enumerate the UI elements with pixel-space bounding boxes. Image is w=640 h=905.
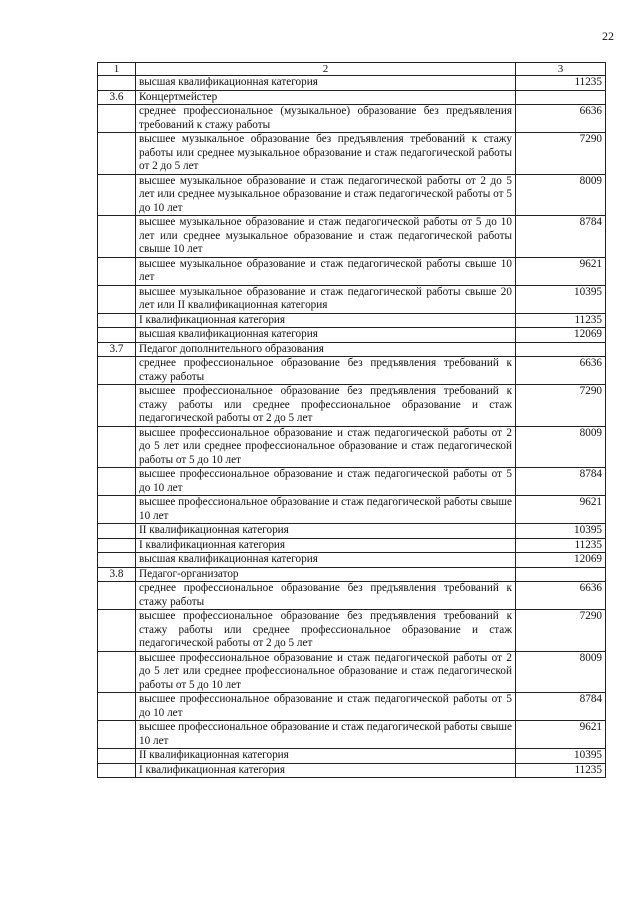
row-value-cell: 7290 xyxy=(516,133,606,175)
row-description-cell: высшее профессиональное образование и стаж педагогической работы свыше 10 лет xyxy=(136,496,516,524)
row-number-cell xyxy=(98,313,136,328)
row-value-cell: 7290 xyxy=(516,385,606,427)
salary-table xyxy=(97,62,606,778)
row-number-cell: 3.6 xyxy=(98,90,136,105)
table-row xyxy=(98,285,606,313)
row-description-cell: высшее музыкальное образование и стаж педагогической работы от 5 до 10 лет или среднее музыкальное образование и стаж педагогической работы свыше 10 лет xyxy=(136,216,516,258)
row-number-cell xyxy=(98,693,136,721)
table-row xyxy=(98,553,606,568)
row-value-cell: 6636 xyxy=(516,357,606,385)
row-number-cell xyxy=(98,105,136,133)
table-row xyxy=(98,763,606,778)
row-description-cell: I квалификационная категория xyxy=(136,763,516,778)
table-row xyxy=(98,749,606,764)
table-row xyxy=(98,582,606,610)
row-description-cell: высшее музыкальное образование и стаж педагогической работы от 2 до 5 лет или среднее музыкальное образование и стаж педагогической работы от 5 до 10 лет xyxy=(136,174,516,216)
row-value-cell: 10395 xyxy=(516,285,606,313)
row-value-cell: 12069 xyxy=(516,553,606,568)
row-number-cell xyxy=(98,328,136,343)
table-section-row xyxy=(98,342,606,357)
page-number: 22 xyxy=(602,29,614,43)
row-description-cell: высшее профессиональное образование и стаж педагогической работы от 2 до 5 лет или среднее профессиональное образование и стаж педагогической работы от 5 до 10 лет xyxy=(136,651,516,693)
table-row xyxy=(98,105,606,133)
row-number-cell xyxy=(98,133,136,175)
row-number-cell xyxy=(98,721,136,749)
row-value-cell: 12069 xyxy=(516,328,606,343)
row-number-cell xyxy=(98,76,136,91)
table-row xyxy=(98,693,606,721)
row-value-cell xyxy=(516,567,606,582)
table-row xyxy=(98,651,606,693)
row-description-cell: I квалификационная категория xyxy=(136,538,516,553)
row-description-cell: среднее профессиональное образование без предъявления требований к стажу работы xyxy=(136,357,516,385)
table-row xyxy=(98,133,606,175)
table-row xyxy=(98,313,606,328)
row-description-cell: I квалификационная категория xyxy=(136,313,516,328)
row-description-cell: высшее профессиональное образование без предъявления требований к стажу работы или среднее профессиональное образование и стаж педагогической работы от 2 до 5 лет xyxy=(136,385,516,427)
table-row xyxy=(98,76,606,91)
row-number-cell xyxy=(98,357,136,385)
row-value-cell: 11235 xyxy=(516,76,606,91)
row-description-cell: высшее музыкальное образование без предъявления требований к стажу работы или среднее музыкальное образование и стаж педагогической работы от 2 до 5 лет xyxy=(136,133,516,175)
table-section-row xyxy=(98,90,606,105)
row-number-cell xyxy=(98,763,136,778)
row-number-cell: 3.7 xyxy=(98,342,136,357)
row-value-cell: 8009 xyxy=(516,426,606,468)
row-number-cell xyxy=(98,524,136,539)
row-value-cell: 8009 xyxy=(516,651,606,693)
row-number-cell: 3.8 xyxy=(98,567,136,582)
row-number-cell xyxy=(98,426,136,468)
table-header-row xyxy=(98,63,606,76)
row-number-cell xyxy=(98,553,136,568)
row-description-cell: высшее профессиональное образование и стаж педагогической работы от 5 до 10 лет xyxy=(136,693,516,721)
table-row xyxy=(98,721,606,749)
row-number-cell xyxy=(98,610,136,652)
row-description-cell: II квалификационная категория xyxy=(136,749,516,764)
row-value-cell: 6636 xyxy=(516,582,606,610)
row-value-cell: 9621 xyxy=(516,721,606,749)
table-row xyxy=(98,174,606,216)
header-col-3: 3 xyxy=(516,63,606,76)
row-description-cell: высшая квалификационная категория xyxy=(136,328,516,343)
row-number-cell xyxy=(98,749,136,764)
table-row xyxy=(98,468,606,496)
row-value-cell: 11235 xyxy=(516,763,606,778)
row-value-cell xyxy=(516,90,606,105)
row-value-cell: 8784 xyxy=(516,216,606,258)
row-description-cell: Концертмейстер xyxy=(136,90,516,105)
row-value-cell: 8784 xyxy=(516,693,606,721)
row-number-cell xyxy=(98,174,136,216)
header-col-2: 2 xyxy=(136,63,516,76)
row-description-cell: высшее профессиональное образование без предъявления требований к стажу работы или среднее профессиональное образование и стаж педагогической работы от 2 до 5 лет xyxy=(136,610,516,652)
table-row xyxy=(98,257,606,285)
table-row xyxy=(98,496,606,524)
row-value-cell: 8009 xyxy=(516,174,606,216)
row-number-cell xyxy=(98,285,136,313)
row-description-cell: среднее профессиональное (музыкальное) образование без предъявления требований к стажу работы xyxy=(136,105,516,133)
table-row xyxy=(98,524,606,539)
row-value-cell: 11235 xyxy=(516,313,606,328)
row-description-cell: среднее профессиональное образование без предъявления требований к стажу работы xyxy=(136,582,516,610)
row-value-cell: 8784 xyxy=(516,468,606,496)
row-number-cell xyxy=(98,538,136,553)
row-description-cell: высшее музыкальное образование и стаж педагогической работы свыше 10 лет xyxy=(136,257,516,285)
row-number-cell xyxy=(98,651,136,693)
row-description-cell: высшее профессиональное образование и стаж педагогической работы свыше 10 лет xyxy=(136,721,516,749)
row-value-cell xyxy=(516,342,606,357)
row-value-cell: 10395 xyxy=(516,749,606,764)
row-number-cell xyxy=(98,216,136,258)
row-description-cell: высшее музыкальное образование и стаж педагогической работы свыше 20 лет или II квалификационная категория xyxy=(136,285,516,313)
row-number-cell xyxy=(98,496,136,524)
row-description-cell: высшая квалификационная категория xyxy=(136,553,516,568)
table-row xyxy=(98,610,606,652)
row-description-cell: высшее профессиональное образование и стаж педагогической работы от 5 до 10 лет xyxy=(136,468,516,496)
row-value-cell: 9621 xyxy=(516,496,606,524)
row-value-cell: 10395 xyxy=(516,524,606,539)
row-value-cell: 7290 xyxy=(516,610,606,652)
row-description-cell: Педагог-организатор xyxy=(136,567,516,582)
row-value-cell: 11235 xyxy=(516,538,606,553)
table-section-row xyxy=(98,567,606,582)
row-description-cell: II квалификационная категория xyxy=(136,524,516,539)
table-row xyxy=(98,385,606,427)
header-col-1: 1 xyxy=(98,63,136,76)
row-number-cell xyxy=(98,257,136,285)
row-description-cell: высшее профессиональное образование и стаж педагогической работы от 2 до 5 лет или среднее профессиональное образование и стаж педагогической работы от 5 до 10 лет xyxy=(136,426,516,468)
row-number-cell xyxy=(98,385,136,427)
table-row xyxy=(98,426,606,468)
row-number-cell xyxy=(98,468,136,496)
table-body xyxy=(98,76,606,778)
table-row xyxy=(98,328,606,343)
table-row xyxy=(98,357,606,385)
row-value-cell: 9621 xyxy=(516,257,606,285)
table-row xyxy=(98,538,606,553)
row-value-cell: 6636 xyxy=(516,105,606,133)
row-description-cell: высшая квалификационная категория xyxy=(136,76,516,91)
row-number-cell xyxy=(98,582,136,610)
table-row xyxy=(98,216,606,258)
row-description-cell: Педагог дополнительного образования xyxy=(136,342,516,357)
